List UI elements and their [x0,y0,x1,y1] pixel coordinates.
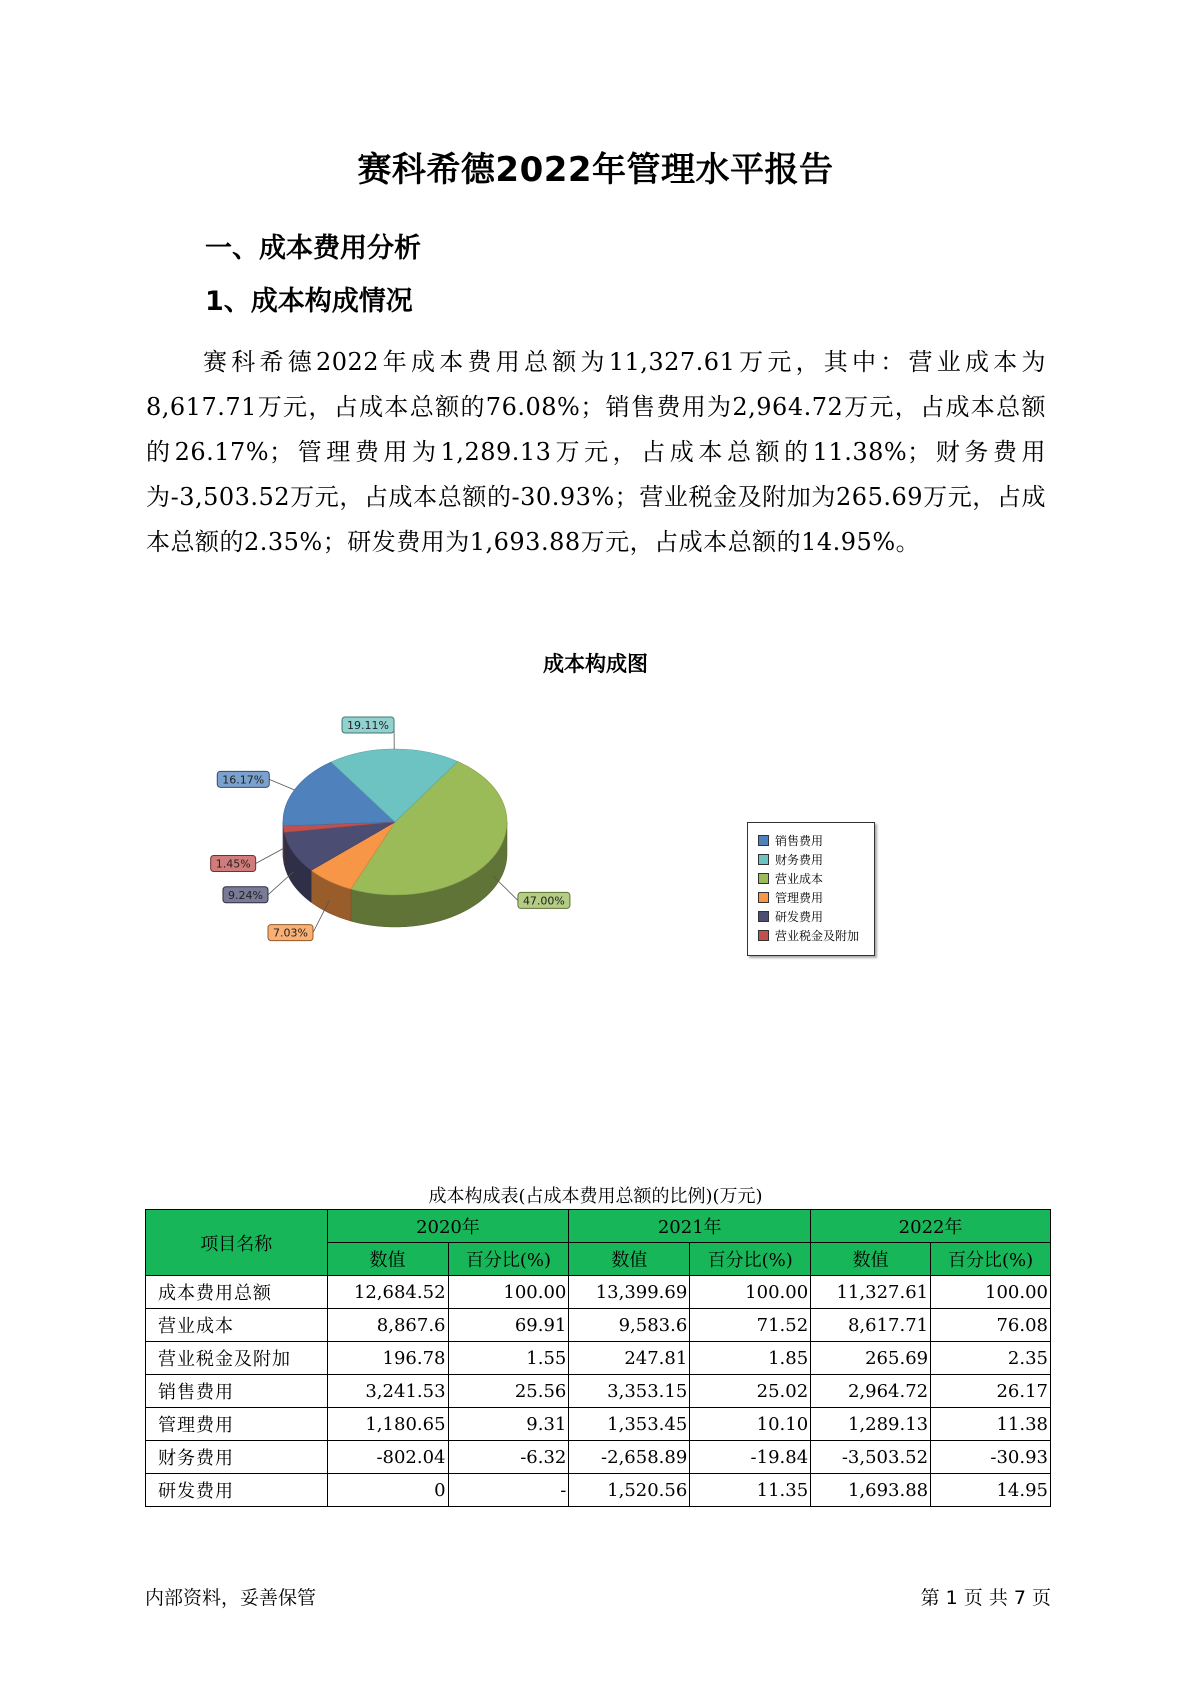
cell: -802.04 [327,1441,448,1474]
cell: -3,503.52 [811,1441,931,1474]
pie-data-label: 7.03% [273,926,308,940]
subsection-heading: 1、成本构成情况 [205,286,413,317]
legend-label: 财务费用 [775,853,824,867]
cell: 13,399.69 [569,1276,690,1309]
cell: 11,327.61 [811,1276,931,1309]
table-row [146,1441,1051,1474]
cell: - [448,1474,569,1507]
pie-leader-line [256,848,284,863]
row-name: 营业税金及附加 [146,1342,328,1375]
cell: 100.00 [690,1276,811,1309]
table-row [146,1375,1051,1408]
cell: 1,353.45 [569,1408,690,1441]
cell: -2,658.89 [569,1441,690,1474]
legend-swatch [758,911,769,922]
cell: -19.84 [690,1441,811,1474]
cell: 2,964.72 [811,1375,931,1408]
cell: 1,289.13 [811,1408,931,1441]
legend-item [758,870,823,887]
legend-label: 销售费用 [775,834,824,848]
chart-title: 成本构成图 [543,652,648,676]
header-year: 2020年 [327,1210,569,1243]
pie-data-label: 9.24% [227,888,263,902]
section-heading: 一、成本费用分析 [205,233,421,264]
row-name: 管理费用 [146,1408,328,1441]
legend-label: 研发费用 [775,910,824,924]
header-percent: 百分比(%) [448,1243,569,1276]
report-title: 赛科希德2022年管理水平报告 [357,150,834,190]
cell: 247.81 [569,1342,690,1375]
legend-label: 营业税金及附加 [775,929,860,943]
cell: 14.95 [931,1474,1051,1507]
cell: 1,693.88 [811,1474,931,1507]
summary-paragraph: 赛科希德2022年成本费用总额为11,327.61万元，其中：营业成本为8,617.71万元，占成本总额的76.08%；销售费用为2,964.72万元，占成本总额的26.17%；管理费用为1,289.13万元，占成本总额的11.38%；财务费用为-3,503.52万元，占成本总额的-30.93%；营业税金及附加为265.69万元，占成本总额的2.35%；研发费用为1,693.88万元，占成本总额的14.95%。 [146,348,1046,556]
cell: 11.35 [690,1474,811,1507]
header-year: 2022年 [811,1210,1051,1243]
footer-confidential-note: 内部资料，妥善保管 [145,1587,317,1609]
cell: 3,353.15 [569,1375,690,1408]
cell: 25.56 [448,1375,569,1408]
legend-label: 营业成本 [775,872,824,886]
cell: 25.02 [690,1375,811,1408]
row-name: 营业成本 [146,1309,328,1342]
header-item-name: 项目名称 [146,1210,328,1276]
pie-leader-line [268,872,293,895]
cell: 2.35 [931,1342,1051,1375]
legend-item [758,889,823,906]
header-value: 数值 [811,1243,931,1276]
cell: 196.78 [327,1342,448,1375]
pie-data-label: 1.45% [215,857,251,871]
cell: 8,867.6 [327,1309,448,1342]
row-name: 研发费用 [146,1474,328,1507]
cell: 1,180.65 [327,1408,448,1441]
pie-chart [215,705,580,975]
pie-data-label: 47.00% [522,894,565,908]
table-row [146,1408,1051,1441]
footer-page-number: 第 1 页 共 7 页 [920,1587,1051,1609]
chart-legend [747,822,875,956]
cell: 1,520.56 [569,1474,690,1507]
cell: 1.85 [690,1342,811,1375]
table-row [146,1276,1051,1309]
cell: 8,617.71 [811,1309,931,1342]
legend-swatch [758,930,769,941]
cell: 265.69 [811,1342,931,1375]
cell: 100.00 [448,1276,569,1309]
table-row [146,1474,1051,1507]
cell: 100.00 [931,1276,1051,1309]
cell: 12,684.52 [327,1276,448,1309]
legend-swatch [758,854,769,865]
cell: 76.08 [931,1309,1051,1342]
cell: 71.52 [690,1309,811,1342]
legend-item [758,927,859,944]
legend-item [758,851,823,868]
row-name: 成本费用总额 [146,1276,328,1309]
cell: 11.38 [931,1408,1051,1441]
header-percent: 百分比(%) [931,1243,1051,1276]
cell: -30.93 [931,1441,1051,1474]
header-percent: 百分比(%) [690,1243,811,1276]
table-caption: 成本构成表(占成本费用总额的比例)(万元) [428,1186,763,1207]
legend-swatch [758,892,769,903]
cell: 10.10 [690,1408,811,1441]
legend-swatch [758,873,769,884]
cell: 69.91 [448,1309,569,1342]
table-row [146,1342,1051,1375]
legend-item [758,832,823,849]
legend-swatch [758,835,769,846]
cell: 9.31 [448,1408,569,1441]
cell: 3,241.53 [327,1375,448,1408]
pie-data-label: 16.17% [222,773,265,787]
cell: 1.55 [448,1342,569,1375]
header-value: 数值 [327,1243,448,1276]
cell: 0 [327,1474,448,1507]
row-name: 销售费用 [146,1375,328,1408]
legend-label: 管理费用 [775,891,824,905]
legend-item [758,908,823,925]
pie-data-label: 19.11% [347,719,390,733]
cell: -6.32 [448,1441,569,1474]
cell: 9,583.6 [569,1309,690,1342]
cell: 26.17 [931,1375,1051,1408]
cost-structure-table [145,1209,1051,1507]
pie-leader-line [269,779,294,790]
pie-leader-line [493,876,518,900]
table-row [146,1309,1051,1342]
header-value: 数值 [569,1243,690,1276]
row-name: 财务费用 [146,1441,328,1474]
header-year: 2021年 [569,1210,811,1243]
